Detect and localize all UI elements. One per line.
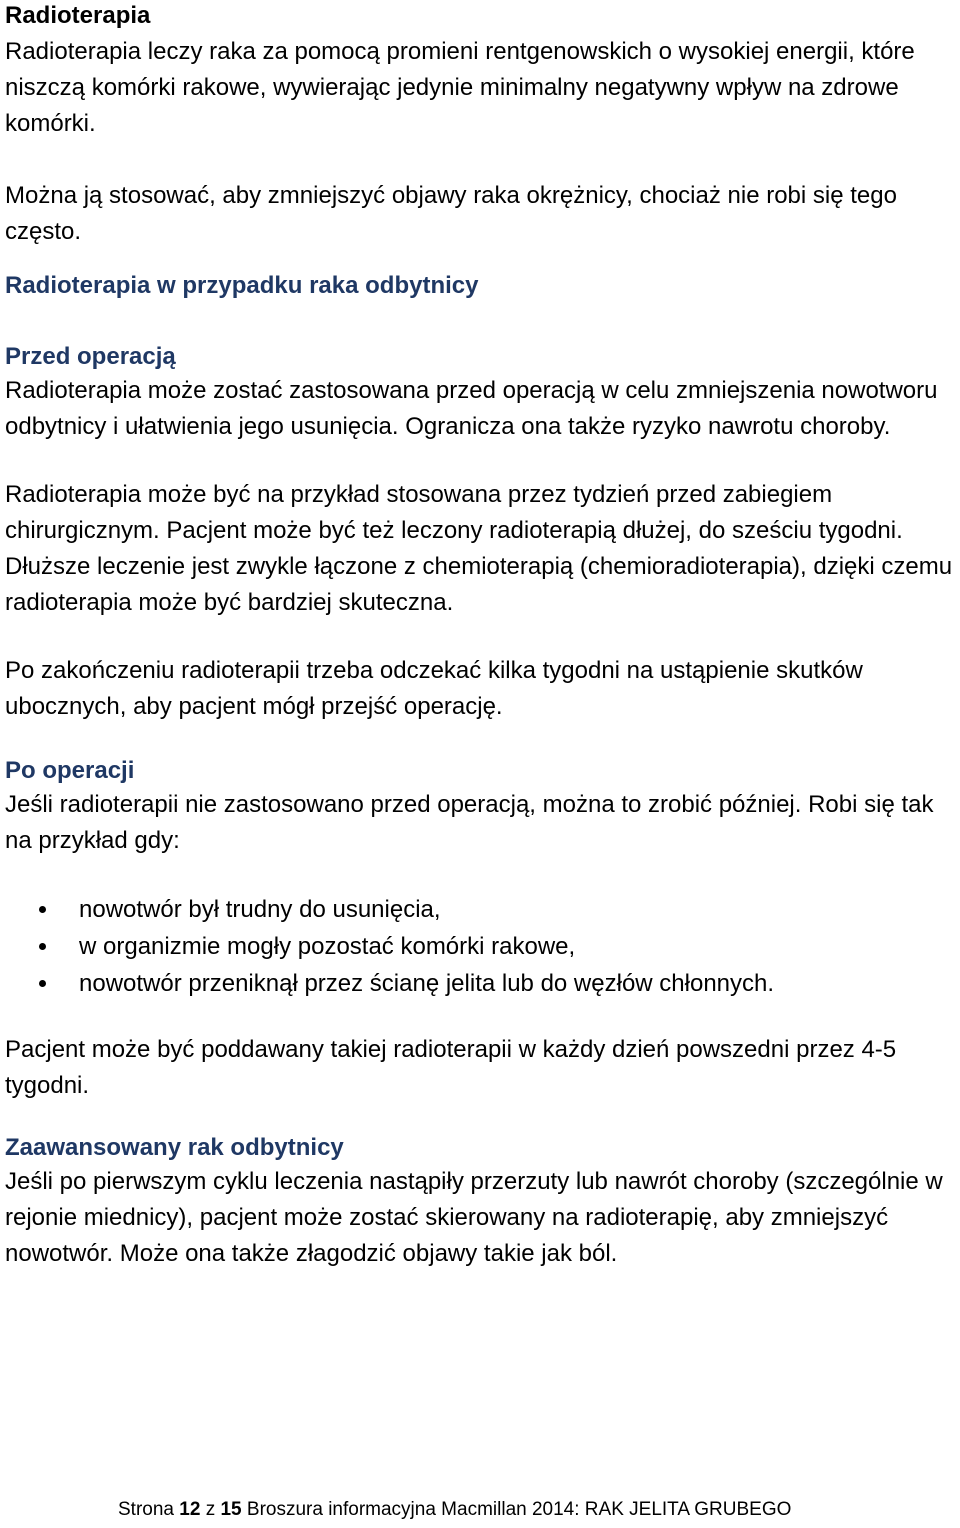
paragraph-po-1: Jeśli radioterapii nie zastosowano przed operacją, można to zrobić później. Robi się tak na przykład gdy: <box>5 791 934 854</box>
heading-zaawansowany-rak: Zaawansowany rak odbytnicy <box>5 1134 344 1161</box>
paragraph-przed-1: Radioterapia może zostać zastosowana przed operacją w celu zmniejszenia nowotworu odbytnicy i ułatwienia jego usunięcia. Ogranicza ona także ryzyko nawrotu choroby. <box>5 377 938 440</box>
bullet-icon <box>39 906 46 913</box>
paragraph-po-2: Pacjent może być poddawany takiej radioterapii w każdy dzień powszedni przez 4-5 tygodni. <box>5 1036 897 1099</box>
heading-po-operacji: Po operacji <box>5 757 135 784</box>
footer-title: Broszura informacyjna Macmillan 2014: RAK JELITA GRUBEGO <box>246 1499 792 1520</box>
paragraph-zaawansowany: Jeśli po pierwszym cyklu leczenia nastąpiły przerzuty lub nawrót choroby (szczególnie w rejonie miednicy), pacjent może zostać skierowany na radioterapię, aby zmniejszyć nowotwór. Może ona także złagodzić objawy takie jak ból. <box>5 1168 943 1267</box>
footer-page-total: 15 <box>220 1499 242 1520</box>
list-item: nowotwór przeniknął przez ścianę jelita lub do węzłów chłonnych. <box>5 965 960 1002</box>
paragraph-przed-2: Radioterapia może być na przykład stosowana przez tydzień przed zabiegiem chirurgicznym. Pacjent może być też leczony radioterapią dłużej, do sześciu tygodni. Dłuższe leczenie jest zwykle łączone z chemioterapią (chemioradioterapia), dzięki czemu radioterapia może być bardziej skuteczna. <box>5 481 953 616</box>
paragraph-przed-3: Po zakończeniu radioterapii trzeba odczekać kilka tygodni na ustąpienie skutków ubocznych, aby pacjent mógł przejść operację. <box>5 657 863 720</box>
paragraph-radioterapia-okreznica: Można ją stosować, aby zmniejszyć objawy raka okrężnicy, chociaż nie robi się tego często. <box>5 182 897 245</box>
list-item: w organizmie mogły pozostać komórki rakowe, <box>5 928 960 965</box>
paragraph-radioterapia-intro: Radioterapia leczy raka za pomocą promieni rentgenowskich o wysokiej energii, które niszczą komórki rakowe, wywierając jedynie minimalny negatywny wpływ na zdrowe komórki. <box>5 38 915 137</box>
heading-radioterapia-odbytnica: Radioterapia w przypadku raka odbytnicy <box>5 272 479 299</box>
footer-of-word: z <box>205 1499 216 1520</box>
footer-page-word: Strona <box>118 1499 174 1520</box>
heading-radioterapia: Radioterapia <box>5 2 151 29</box>
list-po-operacji <box>5 891 960 1002</box>
bullet-icon <box>39 943 46 950</box>
bullet-icon <box>39 980 46 987</box>
document-page <box>5 0 960 1272</box>
list-item: nowotwór był trudny do usunięcia, <box>5 891 960 928</box>
heading-przed-operacja: Przed operacją <box>5 343 176 370</box>
footer-page-current: 12 <box>179 1499 201 1520</box>
